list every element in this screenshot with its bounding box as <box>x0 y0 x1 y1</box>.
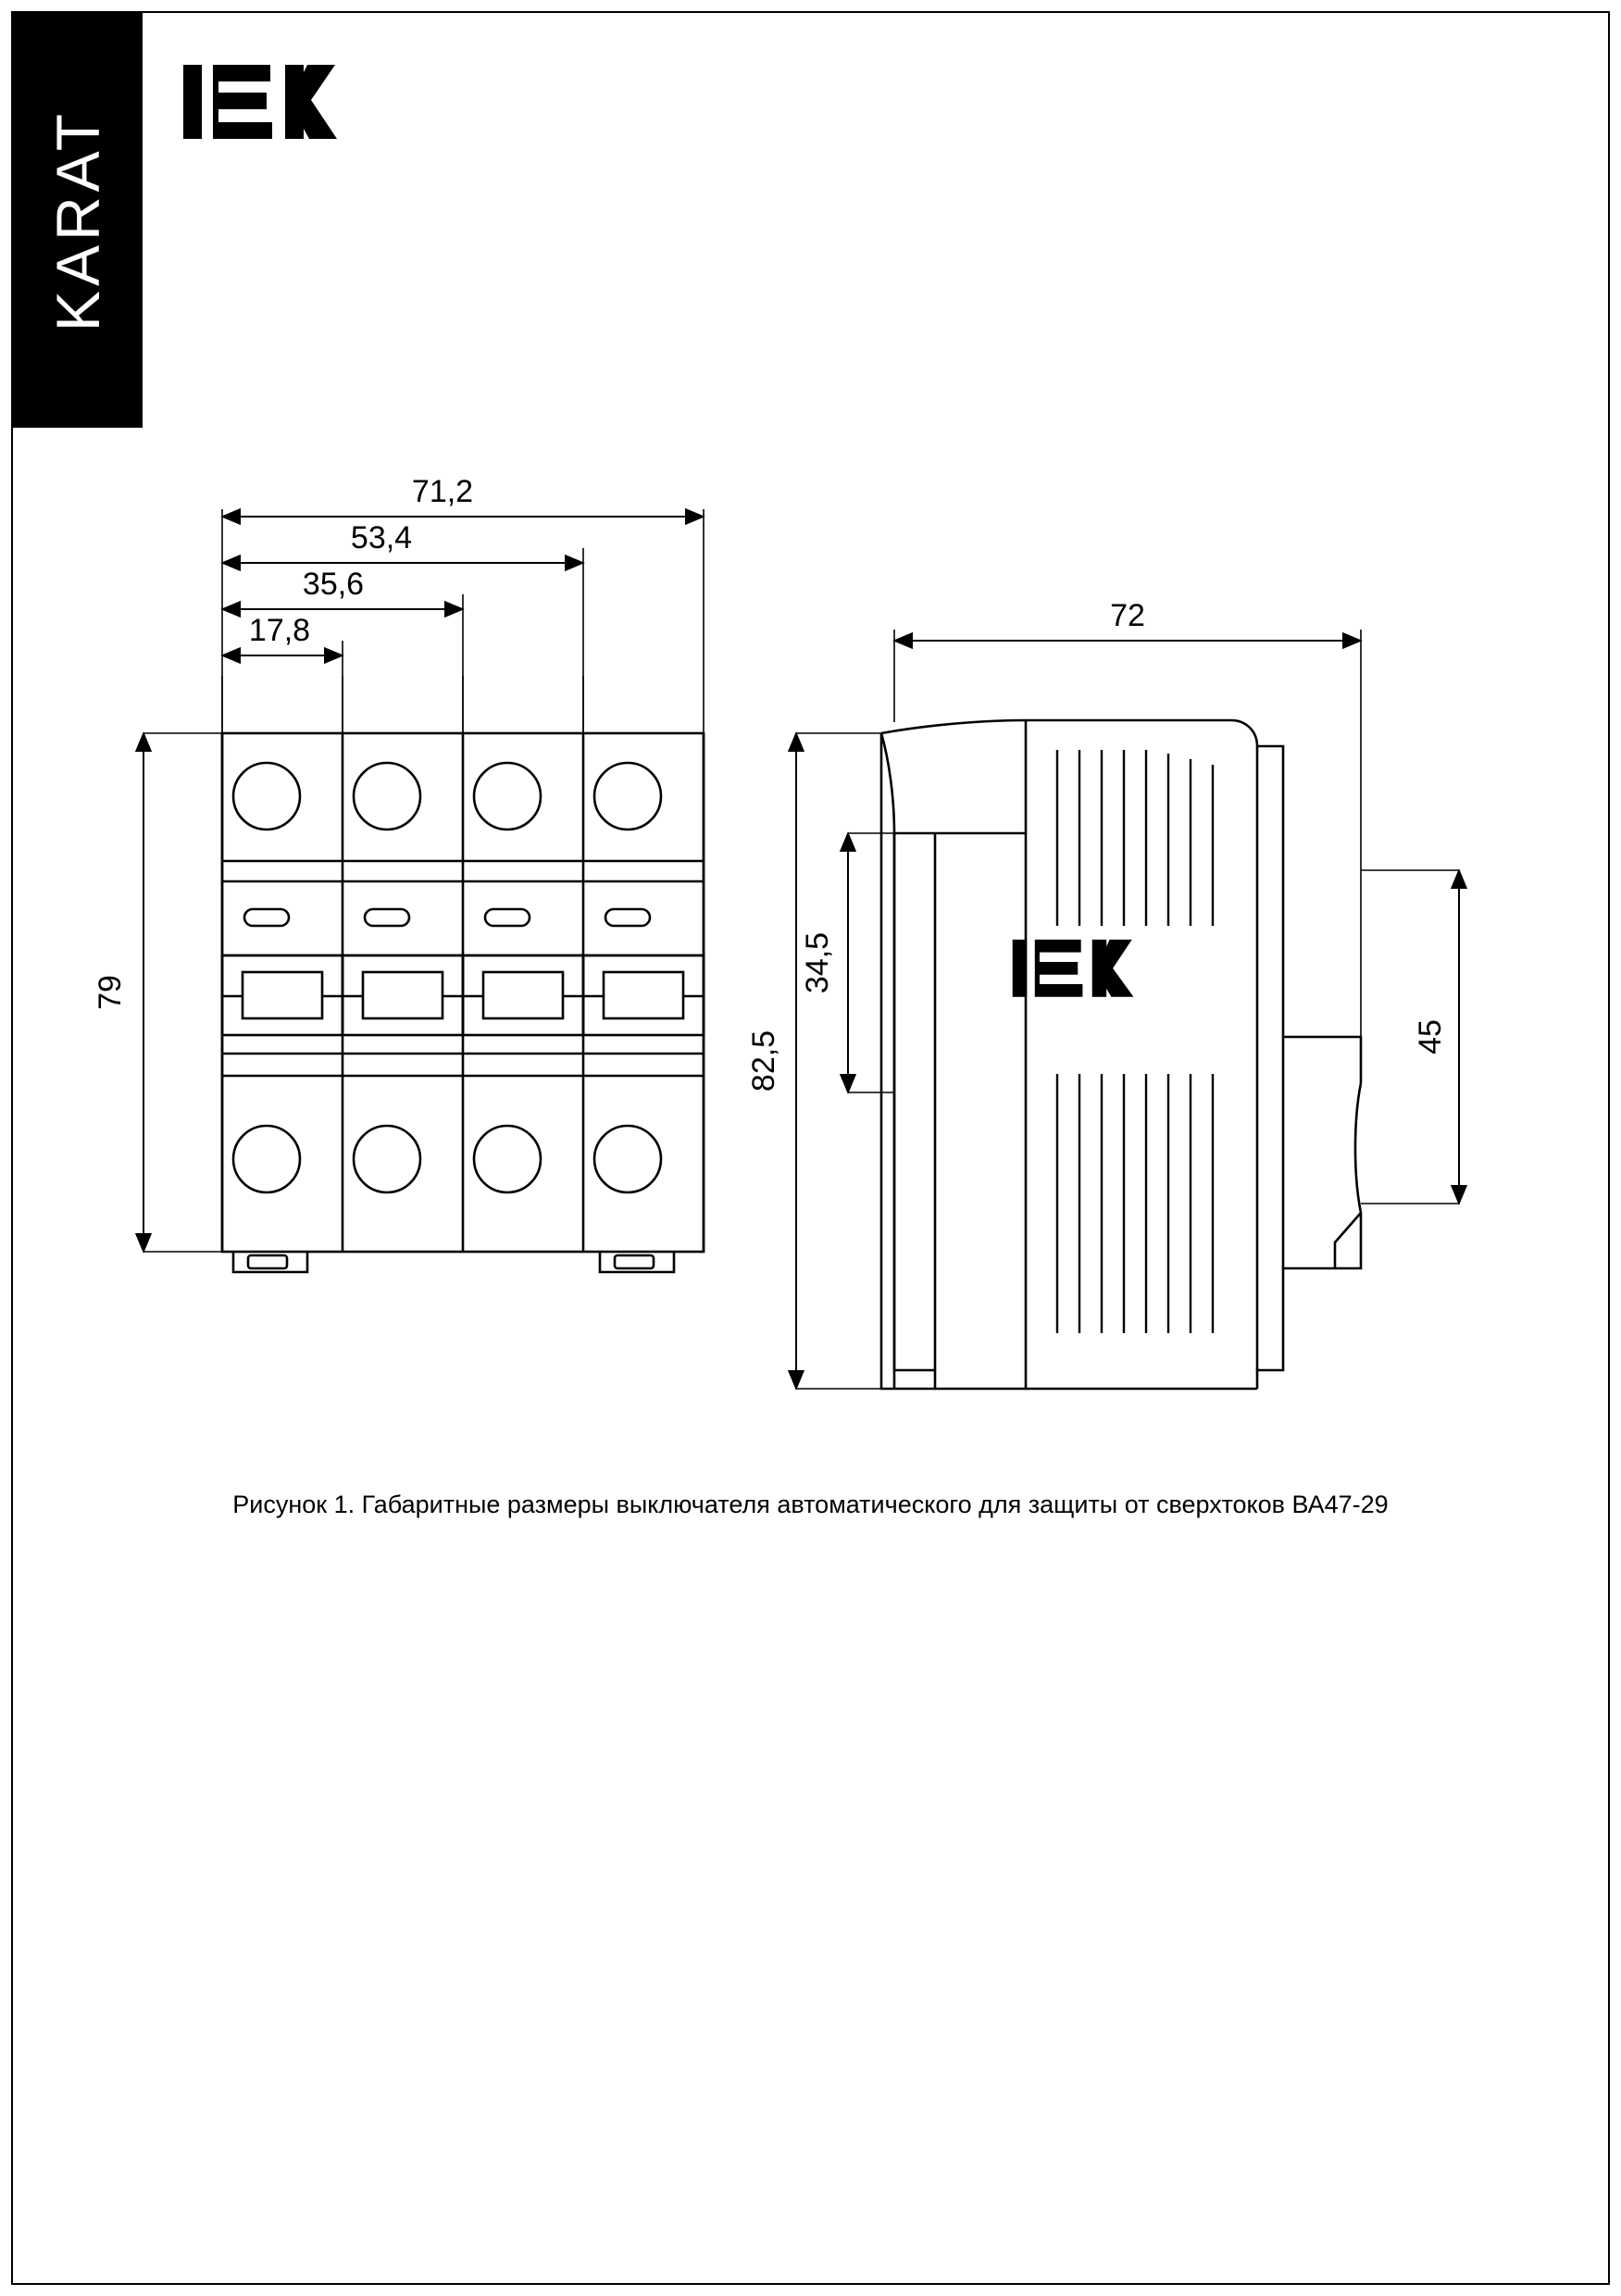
dim-width-one-pole: 17,8 <box>248 613 311 648</box>
figure-caption-text: Рисунок 1. Габаритные размеры выключателя автоматического для защиты от сверхтоков ВА47-29 <box>232 1491 1389 1518</box>
dim-height-total: 82,5 <box>746 1029 781 1092</box>
side-view-logo <box>1013 940 1134 997</box>
dim-width-three-pole: 53,4 <box>350 520 413 555</box>
dim-height-body: 45 <box>1413 1019 1448 1054</box>
side-view-group <box>881 720 1361 1389</box>
dim-depth-total: 72 <box>1110 598 1145 633</box>
dim-height: 79 <box>93 975 128 1010</box>
dim-width-total: 71,2 <box>411 474 474 509</box>
front-view-dimension-labels <box>93 474 473 1010</box>
brand-series-label: KARAT <box>44 108 112 332</box>
iek-logo <box>181 57 367 146</box>
side-view-dimensions <box>796 630 1459 1389</box>
brand-series-bar <box>13 13 143 428</box>
dim-height-front-part: 34,5 <box>800 931 835 994</box>
dim-width-two-pole: 35,6 <box>302 567 365 602</box>
side-view-dimension-labels <box>746 598 1448 1092</box>
figure-caption <box>0 1491 1621 1519</box>
dimension-drawing <box>0 444 1621 1463</box>
front-view-group <box>222 733 704 1272</box>
